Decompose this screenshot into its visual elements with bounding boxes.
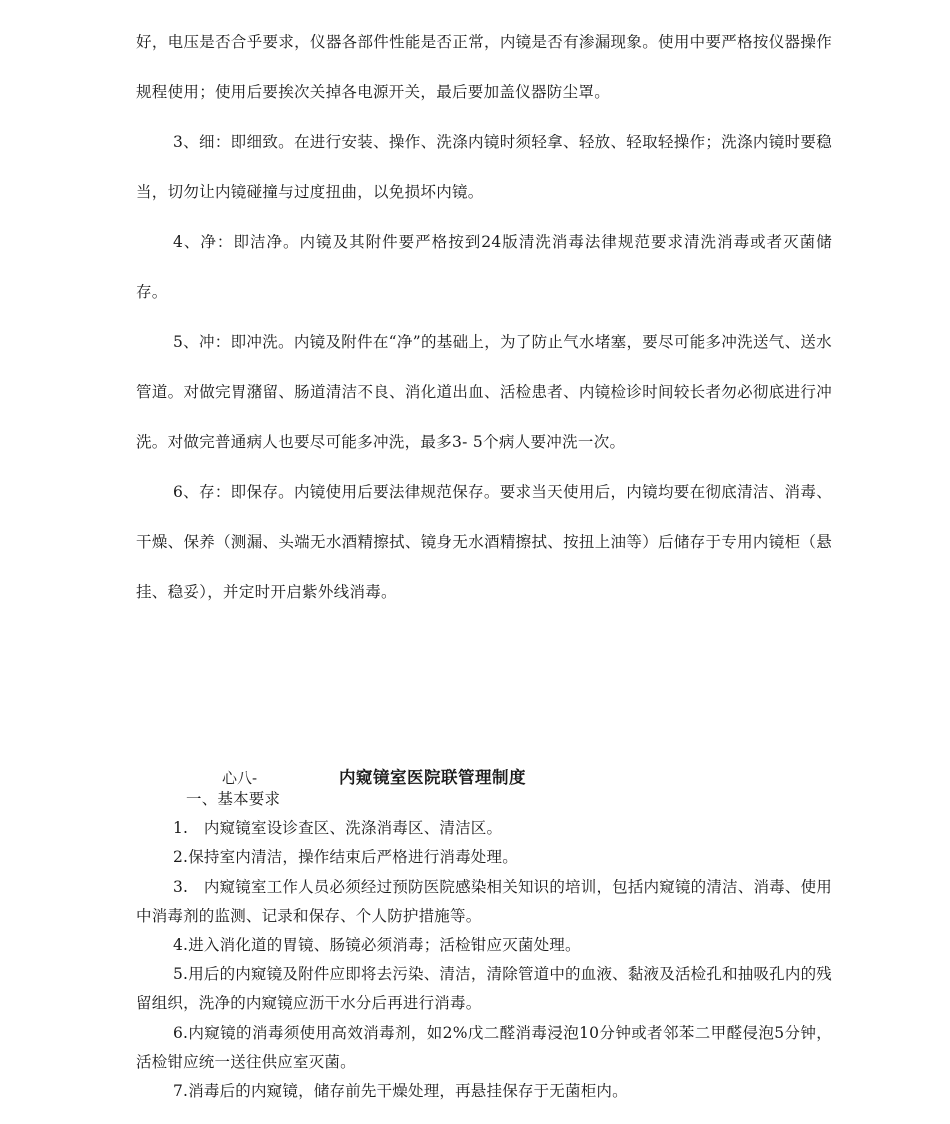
paragraph: 5、冲：即冲洗。内镜及附件在“净”的基础上，为了防止气水堵塞，要尽可能多冲洗送气、送水管道。对做完胃潴留、肠道清洁不良、消化道出血、活检患者、内镜检诊时间较长者勿必彻底进行冲洗。对做完普通病人也要尽可能多冲洗，最多3- 5个病人要冲洗一次。 (136, 333, 832, 451)
section-heading: 一、基本要求 (186, 790, 281, 808)
list-item: 2.保持室内清洁，操作结束后严格进行消毒处理。 (173, 848, 518, 867)
lower-section (136, 785, 832, 1106)
list-item: 4.进入消化道的胃镜、肠镜必须消毒；活检钳应灭菌处理。 (173, 936, 581, 955)
document-title: 内窥镜室医院联管理制度 (339, 768, 526, 787)
list-item: 3. 内窥镜室工作人员必须经过预防医院感染相关知识的培训，包括内窥镜的清洁、消毒、使用中消毒剂的监测、记录和保存、个人防护措施等。 (136, 877, 832, 925)
list-item: 7.消毒后的内窥镜，储存前先干燥处理，再悬挂保存于无菌柜内。 (173, 1082, 628, 1101)
paragraph: 3、细：即细致。在进行安装、操作、洗涤内镜时须轻拿、轻放、轻取轻操作；洗涤内镜时要稳当，切勿让内镜碰撞与过度扭曲，以免损坏内镜。 (136, 133, 832, 201)
list-item: 1. 内窥镜室设诊查区、洗涤消毒区、清洁区。 (173, 819, 503, 838)
paragraph: 好，电压是否合乎要求，仪器各部件性能是否正常，内镜是否有渗漏现象。使用中要严格按仪器操作规程使用；使用后要挨次关掉各电源开关，最后要加盖仪器防尘罩。 (136, 33, 832, 101)
title-prefix-mark: 心八- (222, 769, 258, 787)
list-item: 6.内窥镜的消毒须使用高效消毒剂，如2%戊二醛消毒浸泡10分钟或者邻苯二甲醛侵泡5分钟，活检钳应统一送往供应室灭菌。 (136, 1023, 832, 1071)
upper-section (136, 17, 832, 617)
paragraph: 4、净：即洁净。内镜及其附件要严格按到24版清洗消毒法律规范要求清洗消毒或者灭菌储存。 (136, 233, 832, 301)
paragraph: 6、存：即保存。内镜使用后要法律规范保存。要求当天使用后，内镜均要在彻底清洁、消毒、干燥、保养（测漏、头端无水酒精擦拭、镜身无水酒精擦拭、按扭上油等）后储存于专用内镜柜（悬挂、稳妥），并定时开启紫外线消毒。 (136, 483, 832, 601)
list-item: 5.用后的内窥镜及附件应即将去污染、清洁，清除管道中的血液、黏液及活检孔和抽吸孔内的残留组织，洗净的内窥镜应沥干水分后再进行消毒。 (136, 965, 832, 1013)
